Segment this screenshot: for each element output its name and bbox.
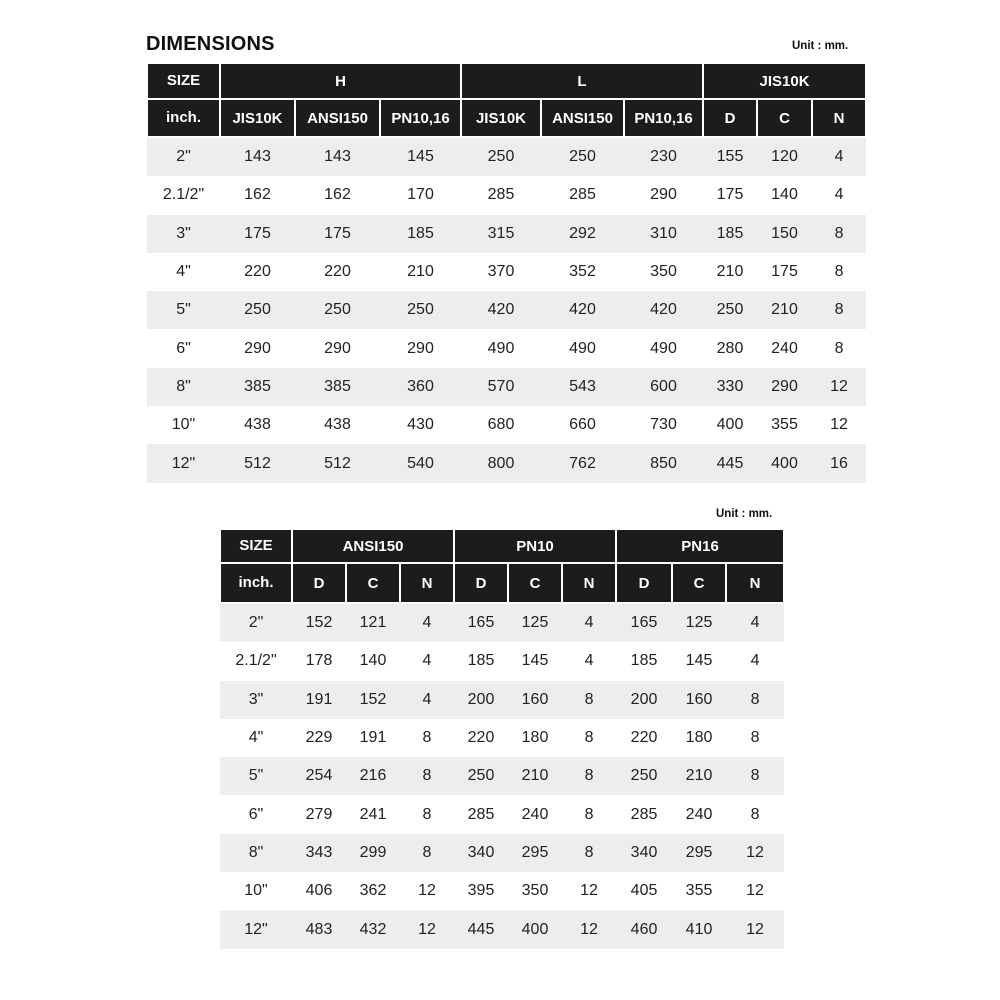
value-cell: 8 bbox=[562, 719, 616, 757]
value-cell: 125 bbox=[672, 603, 726, 642]
column-header: C bbox=[672, 563, 726, 603]
value-cell: 330 bbox=[703, 368, 757, 406]
value-cell: 180 bbox=[508, 719, 562, 757]
table-row bbox=[147, 329, 866, 367]
table-row bbox=[147, 368, 866, 406]
value-cell: 8 bbox=[726, 757, 784, 795]
value-cell: 285 bbox=[454, 795, 508, 833]
value-cell: 12 bbox=[812, 368, 866, 406]
column-header: ANSI150 bbox=[295, 99, 380, 137]
value-cell: 210 bbox=[672, 757, 726, 795]
value-cell: 285 bbox=[461, 176, 541, 214]
value-cell: 420 bbox=[624, 291, 703, 329]
size-header: SIZE bbox=[147, 63, 220, 99]
group-header-ansi150: ANSI150 bbox=[292, 529, 454, 563]
value-cell: 460 bbox=[616, 910, 672, 948]
column-header: N bbox=[562, 563, 616, 603]
value-cell: 8 bbox=[400, 834, 454, 872]
table-row bbox=[220, 795, 784, 833]
value-cell: 299 bbox=[346, 834, 400, 872]
value-cell: 165 bbox=[454, 603, 508, 642]
value-cell: 185 bbox=[616, 642, 672, 680]
value-cell: 395 bbox=[454, 872, 508, 910]
value-cell: 405 bbox=[616, 872, 672, 910]
value-cell: 240 bbox=[757, 329, 812, 367]
value-cell: 290 bbox=[757, 368, 812, 406]
value-cell: 12 bbox=[726, 834, 784, 872]
page-title: DIMENSIONS bbox=[146, 33, 275, 55]
value-cell: 140 bbox=[757, 176, 812, 214]
value-cell: 280 bbox=[703, 329, 757, 367]
size-cell: 2.1/2" bbox=[220, 642, 292, 680]
value-cell: 162 bbox=[295, 176, 380, 214]
size-cell: 4" bbox=[220, 719, 292, 757]
column-header: N bbox=[812, 99, 866, 137]
table-row bbox=[220, 910, 784, 948]
value-cell: 8 bbox=[726, 681, 784, 719]
column-header: C bbox=[346, 563, 400, 603]
value-cell: 254 bbox=[292, 757, 346, 795]
value-cell: 240 bbox=[508, 795, 562, 833]
size-cell: 2" bbox=[147, 137, 220, 176]
value-cell: 543 bbox=[541, 368, 624, 406]
value-cell: 483 bbox=[292, 910, 346, 948]
table-row bbox=[220, 642, 784, 680]
value-cell: 175 bbox=[295, 215, 380, 253]
value-cell: 352 bbox=[541, 253, 624, 291]
value-cell: 220 bbox=[616, 719, 672, 757]
value-cell: 4 bbox=[400, 642, 454, 680]
value-cell: 175 bbox=[220, 215, 295, 253]
value-cell: 385 bbox=[295, 368, 380, 406]
value-cell: 162 bbox=[220, 176, 295, 214]
value-cell: 12 bbox=[400, 910, 454, 948]
value-cell: 12 bbox=[562, 910, 616, 948]
unit-label: Unit : mm. bbox=[716, 508, 773, 520]
value-cell: 216 bbox=[346, 757, 400, 795]
group-header-jis10k: JIS10K bbox=[703, 63, 866, 99]
value-cell: 4 bbox=[726, 642, 784, 680]
value-cell: 432 bbox=[346, 910, 400, 948]
size-cell: 8" bbox=[147, 368, 220, 406]
value-cell: 250 bbox=[703, 291, 757, 329]
table-row bbox=[220, 757, 784, 795]
size-unit-header: inch. bbox=[147, 99, 220, 137]
value-cell: 800 bbox=[461, 444, 541, 482]
value-cell: 210 bbox=[380, 253, 461, 291]
group-header-pn16: PN16 bbox=[616, 529, 784, 563]
value-cell: 295 bbox=[508, 834, 562, 872]
value-cell: 570 bbox=[461, 368, 541, 406]
value-cell: 490 bbox=[461, 329, 541, 367]
table-row bbox=[220, 681, 784, 719]
value-cell: 360 bbox=[380, 368, 461, 406]
column-header: PN10,16 bbox=[624, 99, 703, 137]
value-cell: 210 bbox=[757, 291, 812, 329]
value-cell: 850 bbox=[624, 444, 703, 482]
value-cell: 8 bbox=[812, 215, 866, 253]
column-header: PN10,16 bbox=[380, 99, 461, 137]
value-cell: 315 bbox=[461, 215, 541, 253]
value-cell: 220 bbox=[220, 253, 295, 291]
value-cell: 210 bbox=[508, 757, 562, 795]
group-header-l: L bbox=[461, 63, 703, 99]
value-cell: 340 bbox=[454, 834, 508, 872]
value-cell: 8 bbox=[726, 719, 784, 757]
unit-label: Unit : mm. bbox=[792, 40, 849, 52]
value-cell: 241 bbox=[346, 795, 400, 833]
value-cell: 12 bbox=[726, 872, 784, 910]
column-header: JIS10K bbox=[461, 99, 541, 137]
table-row bbox=[220, 603, 784, 642]
size-cell: 2" bbox=[220, 603, 292, 642]
value-cell: 4 bbox=[562, 642, 616, 680]
value-cell: 490 bbox=[624, 329, 703, 367]
table-row bbox=[147, 444, 866, 482]
value-cell: 4 bbox=[812, 176, 866, 214]
value-cell: 210 bbox=[703, 253, 757, 291]
size-header: SIZE bbox=[220, 529, 292, 563]
value-cell: 12 bbox=[812, 406, 866, 444]
value-cell: 8 bbox=[812, 253, 866, 291]
column-header: D bbox=[616, 563, 672, 603]
value-cell: 250 bbox=[454, 757, 508, 795]
value-cell: 400 bbox=[508, 910, 562, 948]
column-header: D bbox=[703, 99, 757, 137]
value-cell: 8 bbox=[562, 834, 616, 872]
value-cell: 540 bbox=[380, 444, 461, 482]
table-row bbox=[147, 253, 866, 291]
value-cell: 185 bbox=[703, 215, 757, 253]
value-cell: 140 bbox=[346, 642, 400, 680]
value-cell: 170 bbox=[380, 176, 461, 214]
value-cell: 185 bbox=[380, 215, 461, 253]
value-cell: 229 bbox=[292, 719, 346, 757]
value-cell: 145 bbox=[672, 642, 726, 680]
value-cell: 175 bbox=[757, 253, 812, 291]
value-cell: 160 bbox=[672, 681, 726, 719]
table-row bbox=[147, 137, 866, 176]
size-cell: 6" bbox=[147, 329, 220, 367]
value-cell: 4 bbox=[400, 603, 454, 642]
value-cell: 350 bbox=[624, 253, 703, 291]
value-cell: 290 bbox=[624, 176, 703, 214]
value-cell: 680 bbox=[461, 406, 541, 444]
value-cell: 178 bbox=[292, 642, 346, 680]
value-cell: 250 bbox=[616, 757, 672, 795]
value-cell: 400 bbox=[757, 444, 812, 482]
size-cell: 12" bbox=[220, 910, 292, 948]
value-cell: 430 bbox=[380, 406, 461, 444]
table-row bbox=[147, 291, 866, 329]
column-header: ANSI150 bbox=[541, 99, 624, 137]
value-cell: 512 bbox=[295, 444, 380, 482]
value-cell: 145 bbox=[508, 642, 562, 680]
column-header: C bbox=[508, 563, 562, 603]
value-cell: 150 bbox=[757, 215, 812, 253]
value-cell: 8 bbox=[726, 795, 784, 833]
column-header: C bbox=[757, 99, 812, 137]
value-cell: 490 bbox=[541, 329, 624, 367]
group-header-h: H bbox=[220, 63, 461, 99]
size-cell: 10" bbox=[147, 406, 220, 444]
value-cell: 660 bbox=[541, 406, 624, 444]
value-cell: 220 bbox=[295, 253, 380, 291]
value-cell: 370 bbox=[461, 253, 541, 291]
value-cell: 8 bbox=[562, 757, 616, 795]
column-header: D bbox=[292, 563, 346, 603]
value-cell: 438 bbox=[220, 406, 295, 444]
value-cell: 292 bbox=[541, 215, 624, 253]
column-header: JIS10K bbox=[220, 99, 295, 137]
value-cell: 8 bbox=[562, 681, 616, 719]
value-cell: 191 bbox=[346, 719, 400, 757]
value-cell: 12 bbox=[400, 872, 454, 910]
value-cell: 8 bbox=[562, 795, 616, 833]
value-cell: 8 bbox=[400, 719, 454, 757]
size-unit-header: inch. bbox=[220, 563, 292, 603]
value-cell: 180 bbox=[672, 719, 726, 757]
table-row bbox=[147, 406, 866, 444]
value-cell: 230 bbox=[624, 137, 703, 176]
value-cell: 385 bbox=[220, 368, 295, 406]
size-cell: 8" bbox=[220, 834, 292, 872]
size-cell: 6" bbox=[220, 795, 292, 833]
value-cell: 290 bbox=[295, 329, 380, 367]
dimensions-table-2 bbox=[219, 528, 785, 949]
value-cell: 250 bbox=[220, 291, 295, 329]
value-cell: 340 bbox=[616, 834, 672, 872]
value-cell: 160 bbox=[508, 681, 562, 719]
value-cell: 410 bbox=[672, 910, 726, 948]
value-cell: 445 bbox=[703, 444, 757, 482]
size-cell: 2.1/2" bbox=[147, 176, 220, 214]
group-header-pn10: PN10 bbox=[454, 529, 616, 563]
size-cell: 10" bbox=[220, 872, 292, 910]
value-cell: 512 bbox=[220, 444, 295, 482]
value-cell: 355 bbox=[757, 406, 812, 444]
value-cell: 16 bbox=[812, 444, 866, 482]
value-cell: 355 bbox=[672, 872, 726, 910]
table-row bbox=[147, 215, 866, 253]
value-cell: 343 bbox=[292, 834, 346, 872]
table-row bbox=[220, 834, 784, 872]
size-cell: 12" bbox=[147, 444, 220, 482]
table-row bbox=[220, 872, 784, 910]
value-cell: 8 bbox=[812, 329, 866, 367]
value-cell: 120 bbox=[757, 137, 812, 176]
value-cell: 290 bbox=[380, 329, 461, 367]
value-cell: 220 bbox=[454, 719, 508, 757]
size-cell: 3" bbox=[220, 681, 292, 719]
value-cell: 191 bbox=[292, 681, 346, 719]
value-cell: 406 bbox=[292, 872, 346, 910]
value-cell: 445 bbox=[454, 910, 508, 948]
value-cell: 285 bbox=[616, 795, 672, 833]
value-cell: 420 bbox=[461, 291, 541, 329]
value-cell: 12 bbox=[562, 872, 616, 910]
dimensions-table-1 bbox=[146, 62, 867, 483]
value-cell: 4 bbox=[562, 603, 616, 642]
value-cell: 285 bbox=[541, 176, 624, 214]
value-cell: 4 bbox=[812, 137, 866, 176]
value-cell: 250 bbox=[295, 291, 380, 329]
value-cell: 730 bbox=[624, 406, 703, 444]
value-cell: 290 bbox=[220, 329, 295, 367]
value-cell: 8 bbox=[400, 795, 454, 833]
value-cell: 121 bbox=[346, 603, 400, 642]
value-cell: 438 bbox=[295, 406, 380, 444]
value-cell: 240 bbox=[672, 795, 726, 833]
value-cell: 250 bbox=[541, 137, 624, 176]
value-cell: 250 bbox=[380, 291, 461, 329]
value-cell: 152 bbox=[346, 681, 400, 719]
value-cell: 200 bbox=[616, 681, 672, 719]
value-cell: 145 bbox=[380, 137, 461, 176]
size-cell: 4" bbox=[147, 253, 220, 291]
size-cell: 3" bbox=[147, 215, 220, 253]
column-header: D bbox=[454, 563, 508, 603]
value-cell: 4 bbox=[400, 681, 454, 719]
column-header: N bbox=[726, 563, 784, 603]
value-cell: 250 bbox=[461, 137, 541, 176]
value-cell: 8 bbox=[812, 291, 866, 329]
value-cell: 295 bbox=[672, 834, 726, 872]
value-cell: 762 bbox=[541, 444, 624, 482]
value-cell: 8 bbox=[400, 757, 454, 795]
value-cell: 155 bbox=[703, 137, 757, 176]
value-cell: 185 bbox=[454, 642, 508, 680]
value-cell: 125 bbox=[508, 603, 562, 642]
value-cell: 12 bbox=[726, 910, 784, 948]
value-cell: 165 bbox=[616, 603, 672, 642]
value-cell: 143 bbox=[220, 137, 295, 176]
value-cell: 175 bbox=[703, 176, 757, 214]
value-cell: 362 bbox=[346, 872, 400, 910]
value-cell: 152 bbox=[292, 603, 346, 642]
column-header: N bbox=[400, 563, 454, 603]
value-cell: 420 bbox=[541, 291, 624, 329]
value-cell: 143 bbox=[295, 137, 380, 176]
value-cell: 200 bbox=[454, 681, 508, 719]
value-cell: 4 bbox=[726, 603, 784, 642]
value-cell: 279 bbox=[292, 795, 346, 833]
size-cell: 5" bbox=[147, 291, 220, 329]
value-cell: 350 bbox=[508, 872, 562, 910]
value-cell: 600 bbox=[624, 368, 703, 406]
size-cell: 5" bbox=[220, 757, 292, 795]
value-cell: 400 bbox=[703, 406, 757, 444]
table-row bbox=[147, 176, 866, 214]
value-cell: 310 bbox=[624, 215, 703, 253]
table-row bbox=[220, 719, 784, 757]
